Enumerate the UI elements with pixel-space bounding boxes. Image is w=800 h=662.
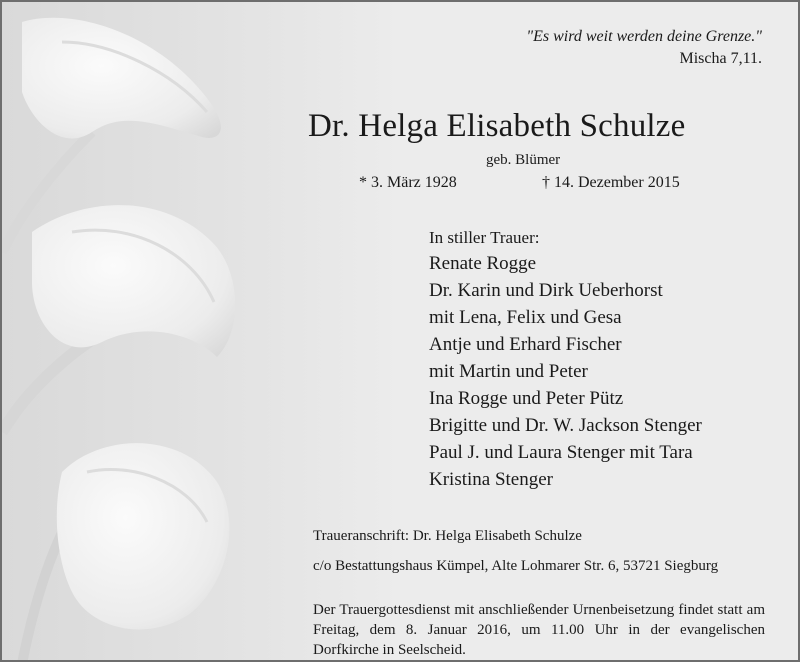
list-item: Paul J. und Laura Stenger mit Tara	[429, 442, 693, 463]
deceased-name: Dr. Helga Elisabeth Schulze	[308, 108, 686, 144]
quote-reference: Mischa 7,11.	[679, 50, 762, 67]
list-item: Dr. Karin und Dirk Ueberhorst	[429, 280, 663, 301]
mourning-address-line-2: c/o Bestattungshaus Kümpel, Alte Lohmarer Str. 6, 53721 Siegburg	[313, 558, 719, 574]
list-item: mit Martin und Peter	[429, 361, 588, 382]
maiden-name: geb. Blümer	[486, 152, 561, 168]
list-item: Kristina Stenger	[429, 469, 554, 490]
mourning-address-line-1: Traueranschrift: Dr. Helga Elisabeth Schulze	[313, 528, 582, 544]
list-item: Antje und Erhard Fischer	[429, 334, 622, 355]
mourners-intro: In stiller Trauer:	[429, 228, 540, 247]
list-item: Ina Rogge und Peter Pütz	[429, 388, 624, 409]
list-item: Renate Rogge	[429, 253, 537, 274]
list-item: mit Lena, Felix und Gesa	[429, 307, 622, 328]
quote-text: "Es wird weit werden deine Grenze."	[526, 28, 762, 45]
death-date: † 14. Dezember 2015	[542, 174, 680, 191]
birth-date: * 3. März 1928	[359, 174, 457, 191]
list-item: Brigitte und Dr. W. Jackson Stenger	[429, 415, 702, 436]
funeral-service-notice: Der Trauergottesdienst mit anschließender Urnenbeisetzung findet statt am Freitag, dem 8. Januar 2016, um 11.00 Uhr in der evangelischen Dorfkirche in Seelscheid.	[313, 602, 765, 658]
bible-quote	[526, 26, 762, 70]
mourners-list	[429, 250, 702, 493]
